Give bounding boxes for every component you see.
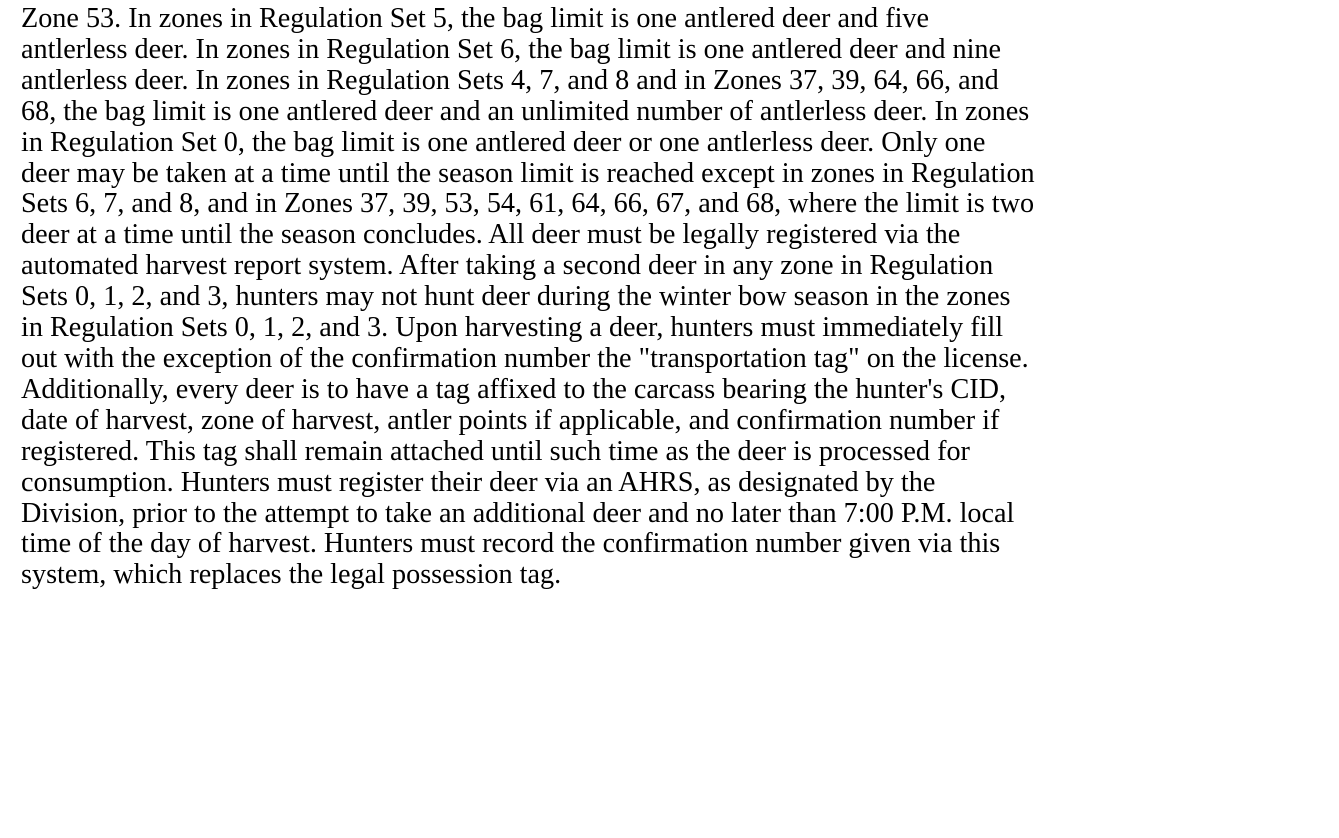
paragraph-line: Zone 53. In zones in Regulation Set 5, the bag limit is one antlered deer and five (21, 3, 930, 34)
paragraph-line: out with the exception of the confirmation number the "transportation tag" on the license. (21, 342, 1029, 374)
paragraph-line: date of harvest, zone of harvest, antler points if applicable, and confirmation number if (21, 404, 1000, 436)
paragraph-line: consumption. Hunters must register their deer via an AHRS, as designated by the (21, 466, 936, 498)
paragraph-line: in Regulation Sets 0, 1, 2, and 3. Upon harvesting a deer, hunters must immediately fill (21, 312, 1004, 344)
body-paragraph (21, 4, 1339, 591)
paragraph-line: registered. This tag shall remain attached until such time as the deer is processed for (21, 435, 970, 467)
paragraph-line: deer at a time until the season concludes. All deer must be legally registered via the (21, 219, 961, 251)
paragraph-line: deer may be taken at a time until the season limit is reached except in zones in Regulation (21, 157, 1035, 189)
paragraph-line: automated harvest report system. After taking a second deer in any zone in Regulation (21, 250, 994, 282)
paragraph-line: Sets 0, 1, 2, and 3, hunters may not hunt deer during the winter bow season in the zones (21, 281, 1011, 313)
paragraph-line: antlerless deer. In zones in Regulation Sets 4, 7, and 8 and in Zones 37, 39, 64, 66, and (21, 64, 999, 96)
paragraph-line: time of the day of harvest. Hunters must record the confirmation number given via this (21, 528, 1001, 560)
paragraph-line: Sets 6, 7, and 8, and in Zones 37, 39, 53, 54, 61, 64, 66, 67, and 68, where the limit is two (21, 188, 1035, 220)
paragraph-line: Additionally, every deer is to have a tag affixed to the carcass bearing the hunter's CID, (21, 373, 1007, 405)
paragraph-line: antlerless deer. In zones in Regulation Set 6, the bag limit is one antlered deer and nine (21, 33, 1002, 65)
paragraph-line: system, which replaces the legal possession tag. (21, 559, 562, 591)
paragraph-line: 68, the bag limit is one antlered deer and an unlimited number of antlerless deer. In zones (21, 95, 1030, 127)
paragraph-line: in Regulation Set 0, the bag limit is one antlered deer or one antlerless deer. Only one (21, 126, 986, 158)
paragraph-line: Division, prior to the attempt to take an additional deer and no later than 7:00 P.M. local (21, 497, 1015, 529)
